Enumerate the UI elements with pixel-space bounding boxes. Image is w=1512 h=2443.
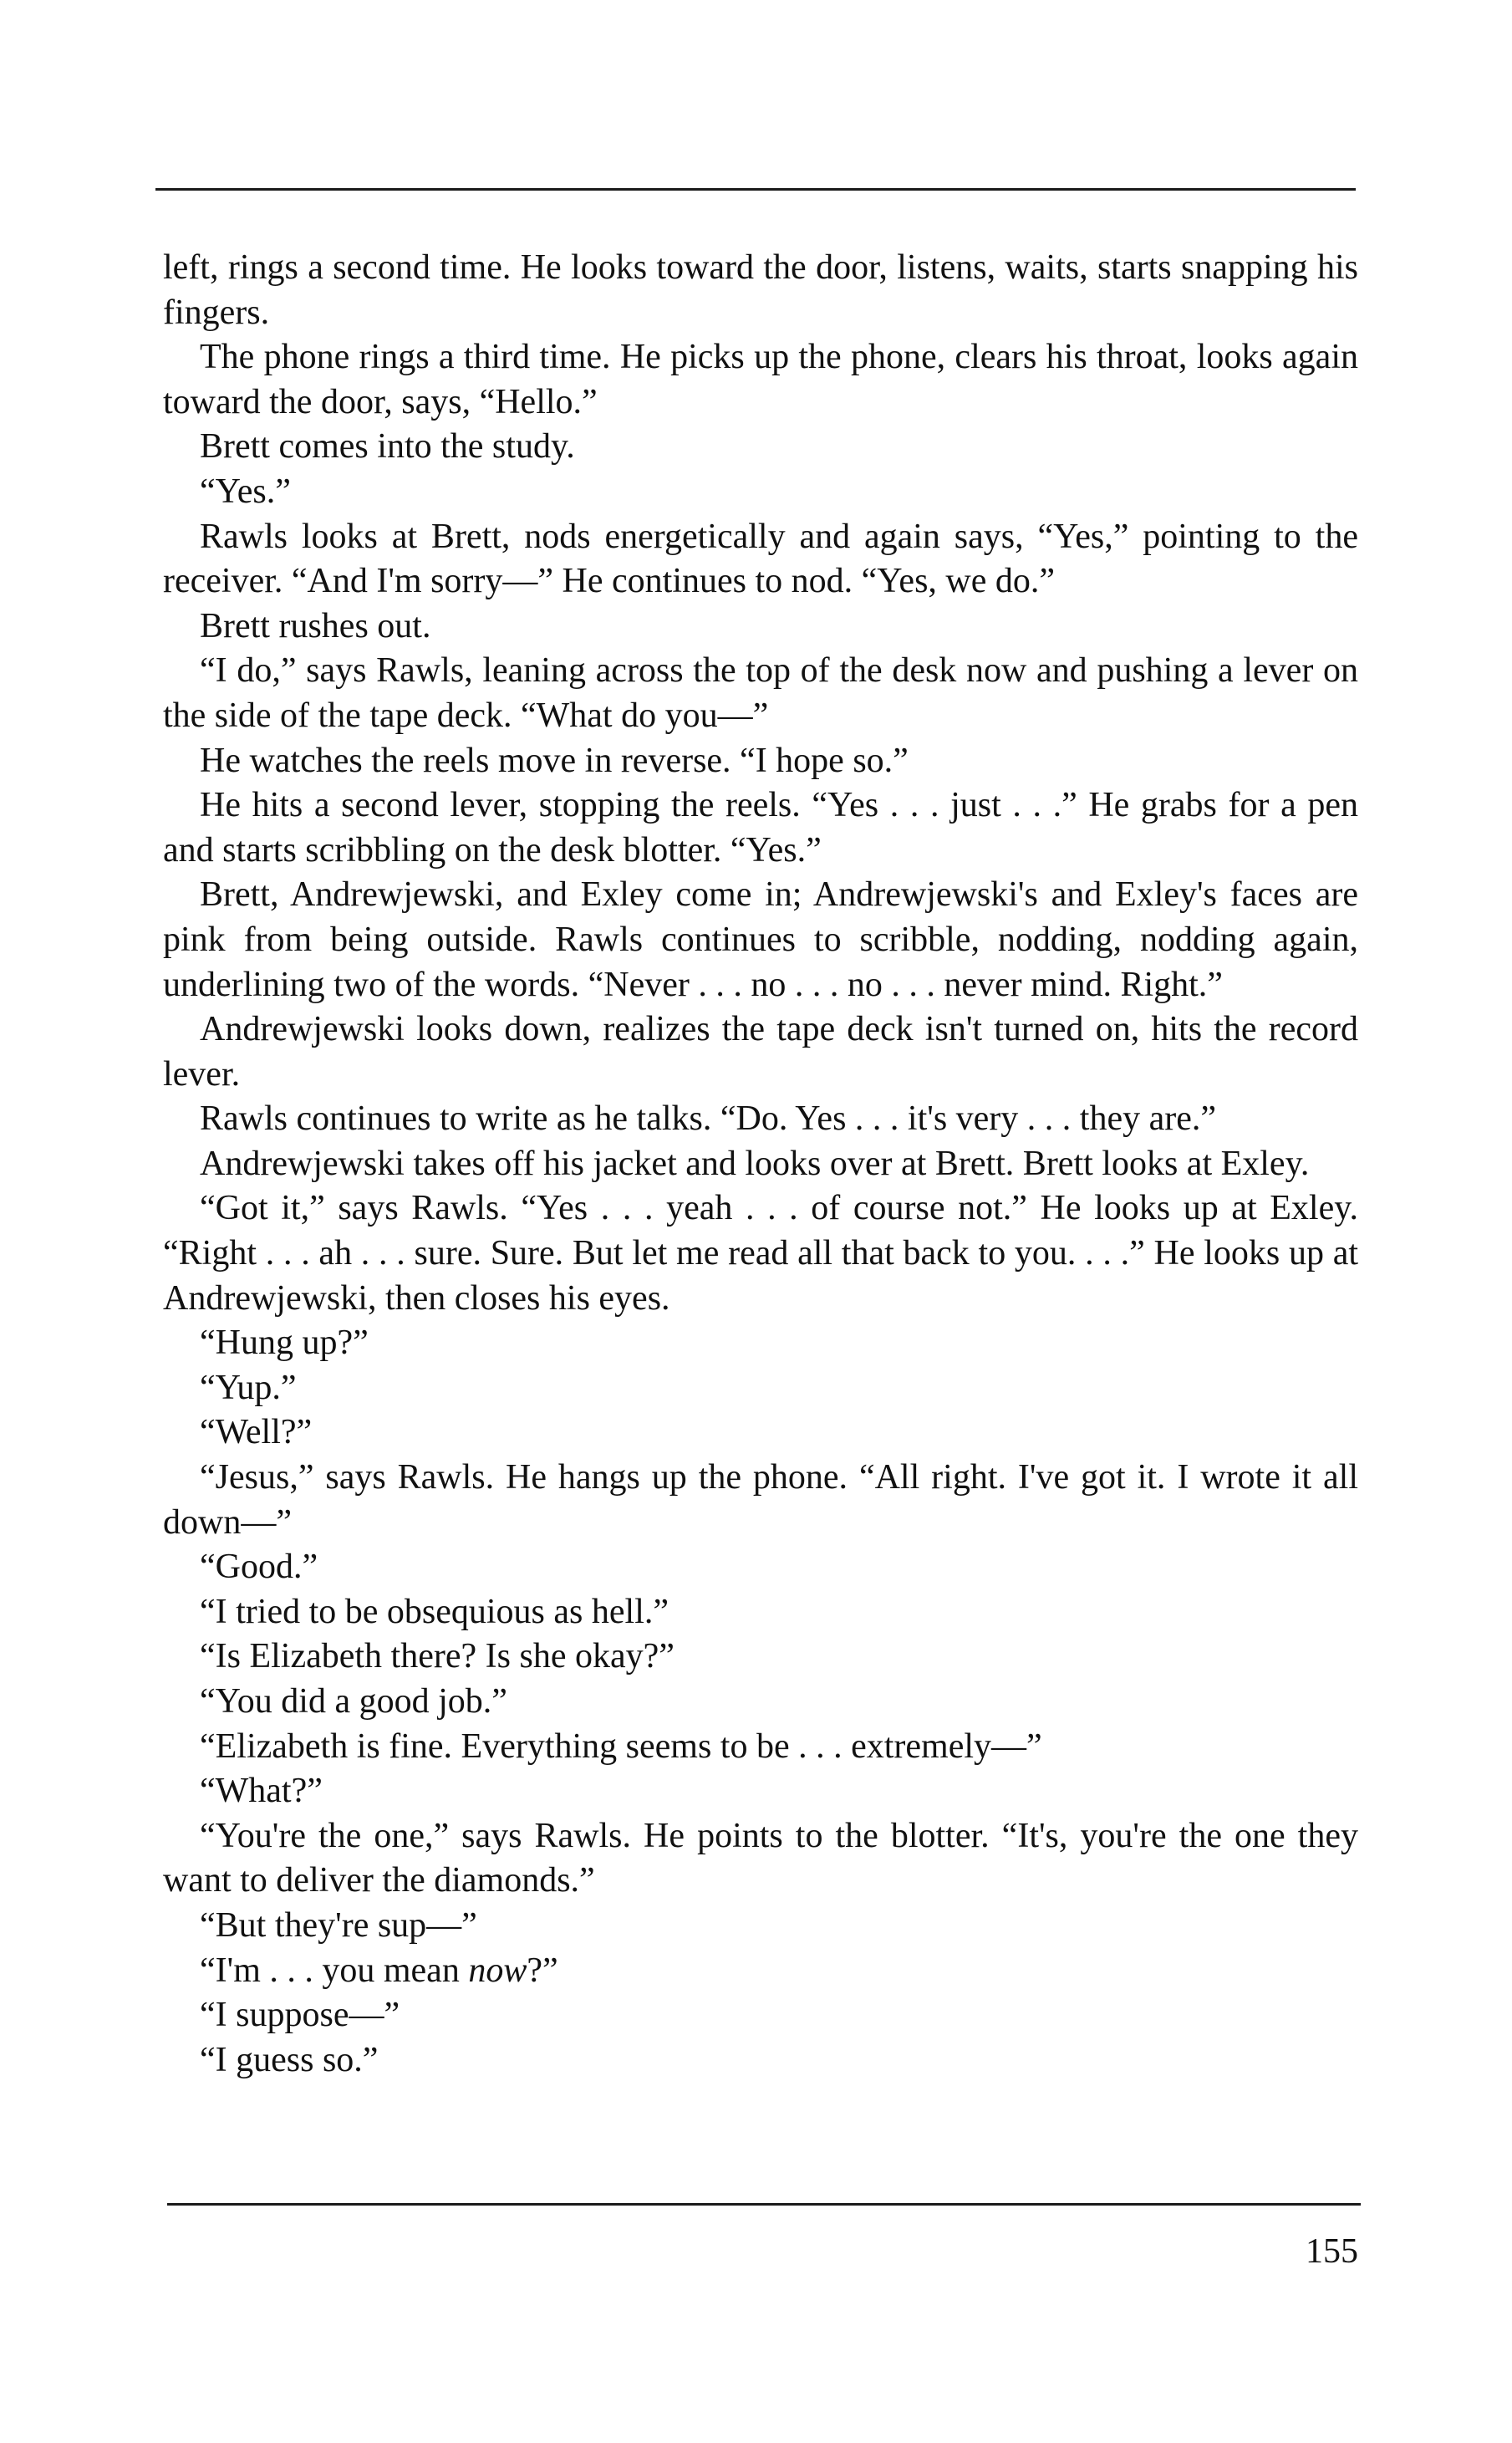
- paragraph: Brett rushes out.: [200, 606, 431, 645]
- paragraph: “Well?”: [200, 1413, 313, 1452]
- paragraph: [163, 1949, 1358, 1994]
- paragraph: “Got it,” says Rawls. “Yes . . . yeah . . . of course not.” He looks up at Exley. “Right . . . ah . . . sure. Sure. But let me read all that back to you. . . .” He looks up at Andrewjewski, then closes his eyes.: [163, 1189, 1358, 1318]
- paragraph: Rawls looks at Brett, nods energetically and again says, “Yes,” pointing to the receiver. “And I'm sorry—” He continues to nod. “Yes, we do.”: [163, 517, 1358, 601]
- paragraph: Rawls continues to write as he talks. “Do. Yes . . . it's very . . . they are.”: [200, 1099, 1217, 1139]
- page-number: 155: [1306, 2232, 1358, 2271]
- paragraph: “But they're sup—”: [200, 1905, 477, 1945]
- paragraph: “I tried to be obsequious as hell.”: [200, 1592, 669, 1631]
- paragraph: left, rings a second time. He looks toward the door, listens, waits, starts snapping his fingers.: [163, 248, 1358, 332]
- paragraph: “You're the one,” says Rawls. He points to the blotter. “It's, you're the one they want to deliver the diamonds.”: [163, 1816, 1358, 1900]
- paragraph: “Hung up?”: [200, 1324, 369, 1363]
- paragraph-text: “I'm . . . you mean: [200, 1951, 469, 1990]
- paragraph: “Good.”: [200, 1548, 318, 1587]
- paragraph: “What?”: [200, 1772, 323, 1811]
- paragraph: “You did a good job.”: [200, 1682, 507, 1721]
- paragraph: He watches the reels move in reverse. “I hope so.”: [200, 741, 909, 780]
- paragraph: He hits a second lever, stopping the reels. “Yes . . . just . . .” He grabs for a pen and starts scribbling on the desk blotter. “Yes.”: [163, 786, 1358, 870]
- paragraph: “Elizabeth is fine. Everything seems to be . . . extremely—”: [200, 1726, 1042, 1766]
- paragraph: Andrewjewski takes off his jacket and looks over at Brett. Brett looks at Exley.: [200, 1144, 1310, 1183]
- header-rule: [155, 188, 1356, 191]
- paragraph: Brett, Andrewjewski, and Exley come in; Andrewjewski's and Exley's faces are pink from being outside. Rawls continues to scribble, nodding, nodding again, underlining two of the words. “Never . . . no . . . no . . . never mind. Right.”: [163, 875, 1358, 1004]
- paragraph: The phone rings a third time. He picks up the phone, clears his throat, looks again toward the door, says, “Hello.”: [163, 338, 1358, 421]
- paragraph: “I suppose—”: [200, 1996, 400, 2035]
- paragraph: “Yup.”: [200, 1368, 297, 1407]
- paragraph: “Is Elizabeth there? Is she okay?”: [200, 1637, 675, 1676]
- paragraph: Andrewjewski looks down, realizes the tape deck isn't turned on, hits the record lever.: [163, 1010, 1358, 1094]
- paragraph: “Jesus,” says Rawls. He hangs up the phone. “All right. I've got it. I wrote it all down—”: [163, 1458, 1358, 1542]
- body-text: [163, 246, 1358, 2083]
- footer-rule: [167, 2203, 1361, 2206]
- paragraph: “I do,” says Rawls, leaning across the top of the desk now and pushing a lever on the side of the tape deck. “What do you—”: [163, 651, 1358, 735]
- paragraph: Brett comes into the study.: [200, 427, 575, 467]
- paragraph: “Yes.”: [200, 472, 291, 511]
- italic-word: now: [468, 1951, 527, 1990]
- paragraph: “I guess so.”: [200, 2040, 379, 2079]
- paragraph-text: ?”: [527, 1951, 558, 1990]
